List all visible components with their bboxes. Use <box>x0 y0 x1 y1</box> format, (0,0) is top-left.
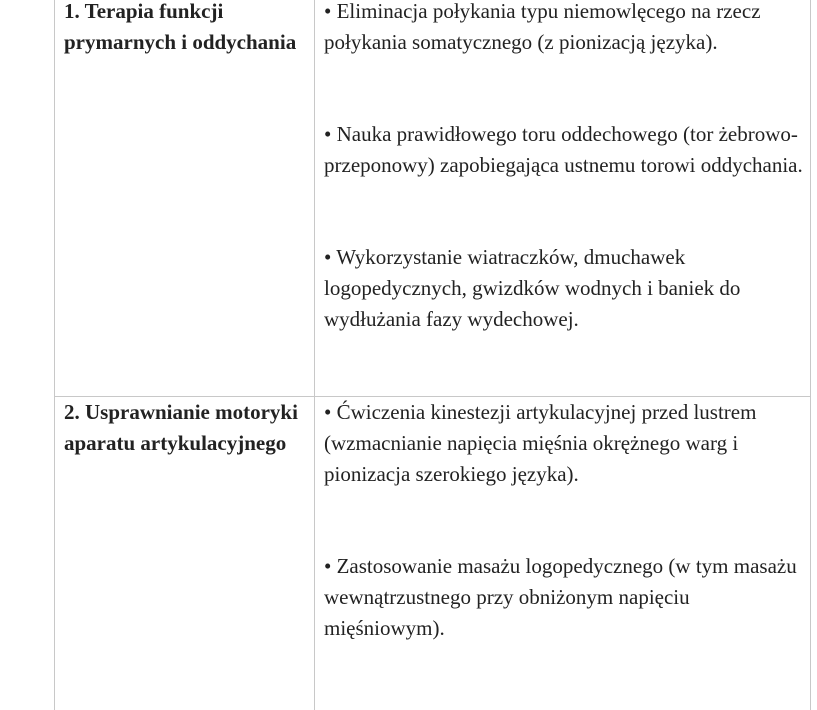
row-2-content <box>324 397 804 644</box>
row-2-heading <box>64 397 304 459</box>
row-2-item-2: • Zastosowanie masażu logopedycznego (w tym masażu wewnątrzustnego przy obniżonym napięciu mięśniowym). <box>324 554 797 640</box>
row-2-heading-text: 2. Usprawnianie motoryki aparatu artykulacyjnego <box>64 400 298 455</box>
row-1-content <box>324 0 804 335</box>
table-border-left <box>54 0 55 710</box>
therapy-table <box>54 0 811 710</box>
row-2-item-1: • Ćwiczenia kinestezji artykulacyjnej przed lustrem (wzmacnianie napięcia mięśnia okrężnego warg i pionizacja szerokiego języka). <box>324 400 757 486</box>
table-border-right <box>810 0 811 710</box>
row-1-item-2: • Nauka prawidłowego toru oddechowego (tor żebrowo-przeponowy) zapobiegająca ustnemu torowi oddychania. <box>324 122 803 177</box>
row-1-heading-text: 1. Terapia funkcji prymarnych i oddychania <box>64 0 297 54</box>
row-1-item-1: • Eliminacja połykania typu niemowlęcego na rzecz połykania somatycznego (z pionizacją języka). <box>324 0 761 54</box>
row-1-item-3: • Wykorzystanie wiatraczków, dmuchawek logopedycznych, gwizdków wodnych i baniek do wydłużania fazy wydechowej. <box>324 245 741 331</box>
row-1-heading <box>64 0 304 58</box>
table-column-divider <box>314 0 315 710</box>
